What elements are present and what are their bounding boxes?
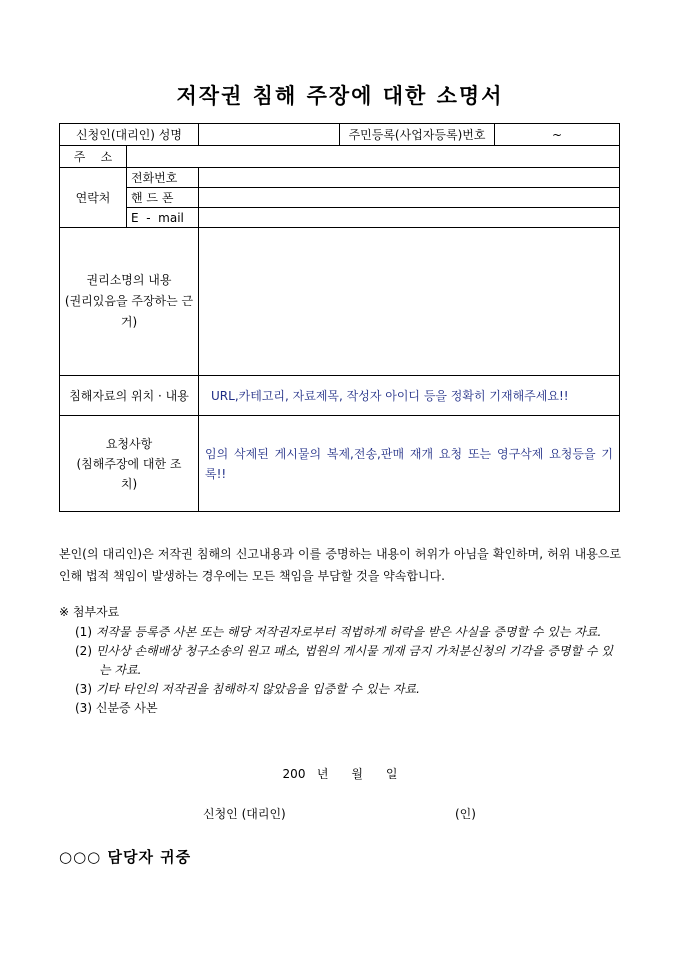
date-line: 200 년 월 일 (282, 767, 398, 781)
email-label: E - mail (127, 208, 199, 228)
mobile-label: 핸 드 폰 (127, 188, 199, 208)
rights-field[interactable] (199, 228, 620, 376)
applicant-name-label: 신청인(대리인) 성명 (60, 124, 199, 146)
location-field[interactable]: URL,카테고리, 자료제목, 작성자 아이디 등을 정확히 기재해주세요!! (199, 376, 620, 416)
attachment-item (59, 623, 621, 642)
address-label: 주 소 (60, 146, 127, 168)
applicant-name-field[interactable] (199, 124, 340, 146)
location-label: 침해자료의 위치 · 내용 (60, 376, 199, 416)
applicant-row (60, 124, 620, 146)
email-field[interactable] (199, 208, 620, 228)
attachments-heading: ※ 첨부자료 (59, 605, 120, 619)
request-field[interactable]: 임의 삭제된 게시물의 복제,전송,판매 재개 요청 또는 영구삭제 요청등을 기록!! (199, 416, 620, 512)
attachment-text: 저작물 등록증 사본 또는 해당 저작권자로부터 적법하게 허락을 받은 사실을 증명할 수 있는 자료. (95, 625, 602, 639)
mobile-row (60, 188, 620, 208)
address-row (60, 146, 620, 168)
application-form-table (59, 123, 620, 512)
attachment-number: (2) (75, 644, 92, 658)
attachment-item (59, 680, 621, 699)
rights-row (60, 228, 620, 376)
email-row (60, 208, 620, 228)
request-label: 요청사항 (침해주장에 대한 조치) (60, 416, 199, 512)
statement-paragraph: 본인(의 대리인)은 저작권 침해의 신고내용과 이를 증명하는 내용이 허위가 아님을 확인하며, 허위 내용으로 인해 법적 책임이 발생하는 경우에는 모든 책임을 부담할 것을 약속합니다. (59, 547, 621, 583)
recipient-footer: ○○○ 담당자 귀중 (59, 848, 192, 866)
seal-label: (인) (455, 807, 476, 821)
attachments-section (59, 603, 621, 718)
location-row (60, 376, 620, 416)
mobile-field[interactable] (199, 188, 620, 208)
phone-label: 전화번호 (127, 168, 199, 188)
rights-label: 권리소명의 내용 (권리있음을 주장하는 근거) (60, 228, 199, 376)
attachment-text: 민사상 손해배상 청구소송의 원고 패소, 법원의 게시물 게재 금지 가처분신청의 기각을 증명할 수 있는 자료. (95, 644, 613, 677)
contact-label: 연락처 (60, 168, 127, 228)
phone-field[interactable] (199, 168, 620, 188)
attachment-text: 신분증 사본 (95, 701, 158, 715)
attachment-number: (3) (75, 701, 92, 715)
address-field[interactable] (127, 146, 620, 168)
id-number-field[interactable]: ~ (495, 124, 620, 146)
attachment-item (59, 642, 621, 680)
attachment-item (59, 699, 621, 718)
attachment-number: (1) (75, 625, 92, 639)
document-title: 저작권 침해 주장에 대한 소명서 (176, 83, 504, 108)
attachment-text: 기타 타인의 저작권을 침해하지 않았음을 입증할 수 있는 자료. (95, 682, 420, 696)
request-row (60, 416, 620, 512)
phone-row (60, 168, 620, 188)
applicant-signature-label: 신청인 (대리인) (203, 807, 286, 821)
id-number-label: 주민등록(사업자등록)번호 (340, 124, 495, 146)
attachment-number: (3) (75, 682, 92, 696)
